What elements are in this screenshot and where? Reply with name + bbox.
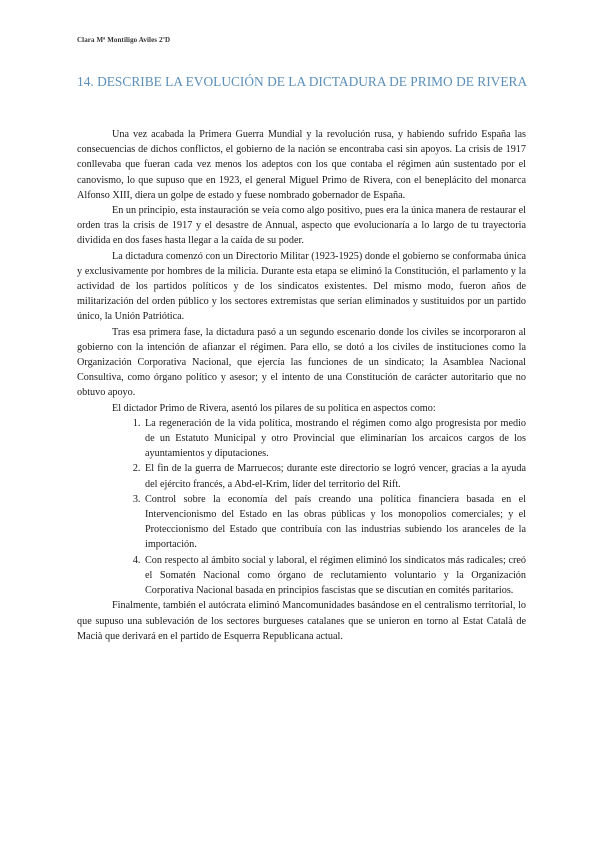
list-item: 1. La regeneración de la vida política, mostrando el régimen como algo progresista por medio de un Estatuto Municipal y otro Provincial que eliminarían los arcaicos cargos de los ayuntamientos y diputaciones. bbox=[143, 416, 526, 462]
paragraph: En un principio, esta instauración se veía como algo positivo, pues era la única manera de restaurar el orden tras la crisis de 1917 y el desastre de Annual, aspecto que evolucionaría a lo largo de tu trayectoria dividida en dos fases hasta llegar a la caída de su poder. bbox=[77, 205, 526, 247]
author-header: Clara Mª Montiligo Aviles 2ºD bbox=[77, 36, 171, 44]
paragraph: La dictadura comenzó con un Directorio Militar (1923-1925) donde el gobierno se conformaba única y exclusivamente por hombres de la milicia. Durante esta etapa se eliminó la Constitución, el parlamento y la actividad de los partidos políticos y de los sindicatos existentes. Del mismo modo, fueron años de militarización del orden público y los sectores extremistas que serían eliminados y sustituidos por un partido único, la Unión Patriótica. bbox=[77, 250, 526, 323]
policy-list bbox=[77, 416, 526, 598]
page-title: 14. DESCRIBE LA EVOLUCIÓN DE LA DICTADURA DE PRIMO DE RIVERA bbox=[77, 74, 528, 89]
paragraph: Tras esa primera fase, la dictadura pasó a un segundo escenario donde los civiles se incorporaron al gobierno con la intención de afianzar el régimen. Para ello, se dotó a los civiles de instituciones como la Organización Corporativa Nacional, que ejercía las funciones de un sindicato; la Asamblea Nacional Consultiva, como órgano político y asesor; y el intento de una Constitución de carácter autoritario que no obtuvo apoyo. bbox=[77, 326, 526, 399]
list-item: 3. Control sobre la economía del país creando una política financiera basada en el Intervencionismo del Estado en las obras públicas y los monopolios comerciales; y el Proteccionismo del Estado que contribuía con las industrias subiendo los aranceles de la importación. bbox=[143, 492, 526, 553]
list-item: 4. Con respecto al ámbito social y laboral, el régimen eliminó los sindicatos más radicales; creó el Somatén Nacional como órgano de reclutamiento voluntario y la Organización Corporativa Nacional basada en principios fascistas que se discutían en comités paritarios. bbox=[143, 553, 526, 599]
list-item: 2. El fin de la guerra de Marruecos; durante este directorio se logró vencer, gracias a la ayuda del ejército francés, a Abd-el-Krim, líder del territorio del Rift. bbox=[143, 461, 526, 491]
paragraph: Una vez acabada la Primera Guerra Mundial y la revolución rusa, y habiendo sufrido España las consecuencias de dichos conflictos, el gobierno de la nación se encontraba casi sin apoyos. La crisis de 1917 conllevaba que fueran cada vez menos los adeptos con los que contaba el régimen aún sustentado por el canovismo, lo que supuso que en 1923, el general Miguel Primo de Rivera, con el beneplácito del monarca Alfonso XIII, diera un golpe de estado y fuese nombrado gobernador de España. bbox=[77, 129, 526, 201]
paragraph: El dictador Primo de Rivera, asentó los pilares de su política en aspectos como: bbox=[112, 402, 436, 414]
document-body bbox=[77, 127, 526, 644]
closing-paragraph: Finalmente, también el autócrata eliminó Mancomunidades basándose en el centralismo territorial, lo que supuso una sublevación de los sectores burgueses catalanes que se unieron en torno al Estat Català de Macià que derivará en el partido de Esquerra Republicana actual. bbox=[77, 600, 526, 642]
